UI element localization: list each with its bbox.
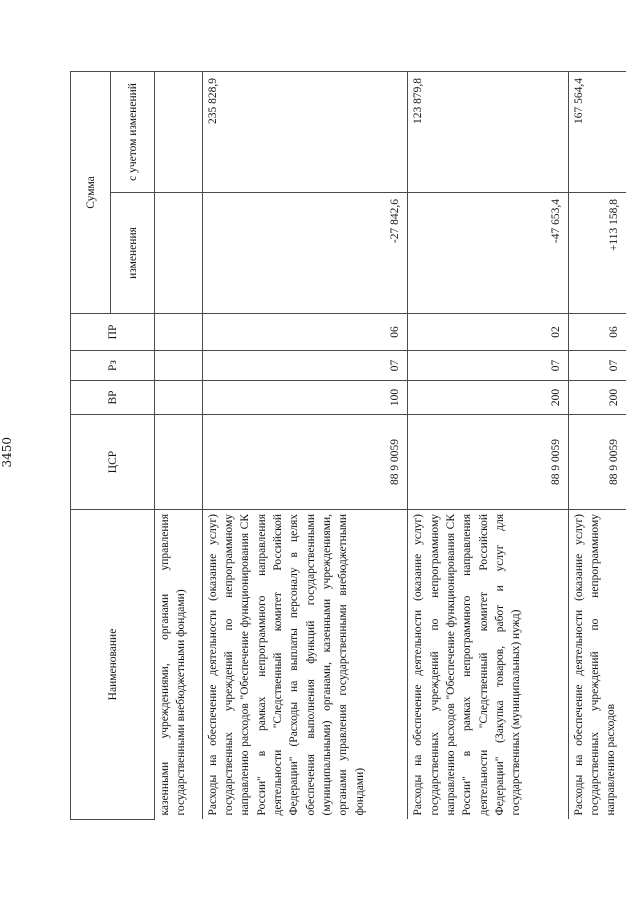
header-pr: ПР <box>71 314 155 351</box>
cell-pr: 02 <box>408 314 568 351</box>
cell-change: -47 653,4 <box>408 193 568 314</box>
table-row <box>408 71 568 819</box>
table-row <box>568 71 626 819</box>
cell-vr: 100 <box>202 381 408 415</box>
header-name: Наименование <box>71 510 155 820</box>
cell-with-change: 235 828,9 <box>202 71 408 192</box>
cell-csr: 88 9 0059 <box>202 415 408 510</box>
cell-with-change <box>155 71 203 192</box>
header-sum: Сумма <box>71 71 111 313</box>
cell-csr <box>155 415 203 510</box>
header-rz: Рз <box>71 351 155 381</box>
cell-change: +113 158,8 <box>568 193 626 314</box>
header-change: изменения <box>111 193 155 314</box>
cell-rz: 07 <box>568 351 626 381</box>
table-row <box>155 71 203 819</box>
cell-vr <box>155 381 203 415</box>
table-header <box>71 71 155 819</box>
header-vr: ВР <box>71 381 155 415</box>
cell-change: -27 842,6 <box>202 193 408 314</box>
cell-pr: 06 <box>568 314 626 351</box>
cell-name: Расходы на обеспечение деятельности (оказание услуг) государственных учреждений по непрограммному направлению расходов <box>568 510 626 820</box>
cell-vr: 200 <box>568 381 626 415</box>
cell-rz <box>155 351 203 381</box>
rotated-page <box>70 72 626 820</box>
cell-csr: 88 9 0059 <box>568 415 626 510</box>
cell-name: Расходы на обеспечение деятельности (оказание услуг) государственных учреждений по непрограммному направлению расходов "Обеспечение функционирования СК России" в рамках непрограммного направления деятельности "Следственный комитет Российской Федерации" (Закупка товаров, работ и услуг для государственных (муниципальных) нужд) <box>408 510 568 820</box>
cell-with-change: 123 879,8 <box>408 71 568 192</box>
header-with-change: с учетом изменений <box>111 71 155 192</box>
cell-name: казенными учреждениями, органами управления государственными внебюджетными фондами) <box>155 510 203 820</box>
cell-vr: 200 <box>408 381 568 415</box>
cell-rz: 07 <box>408 351 568 381</box>
budget-table <box>70 71 626 820</box>
cell-csr: 88 9 0059 <box>408 415 568 510</box>
cell-pr: 06 <box>202 314 408 351</box>
cell-pr <box>155 314 203 351</box>
table-row <box>202 71 408 819</box>
cell-with-change: 167 564,4 <box>568 71 626 192</box>
cell-name: Расходы на обеспечение деятельности (оказание услуг) государственных учреждений по непрограммному направлению расходов "Обеспечение функционирования СК России" в рамках непрограммного направления деятельности "Следственный комитет Российской Федерации" (Расходы на выплаты персоналу в целях обеспечения выполнения функций государственными (муниципальными) органами, казенными учреждениями, органами управления государственными внебюджетными фондами) <box>202 510 408 820</box>
header-csr: ЦСР <box>71 415 155 510</box>
page-number: 3450 <box>0 437 14 468</box>
cell-change <box>155 193 203 314</box>
cell-rz: 07 <box>202 351 408 381</box>
